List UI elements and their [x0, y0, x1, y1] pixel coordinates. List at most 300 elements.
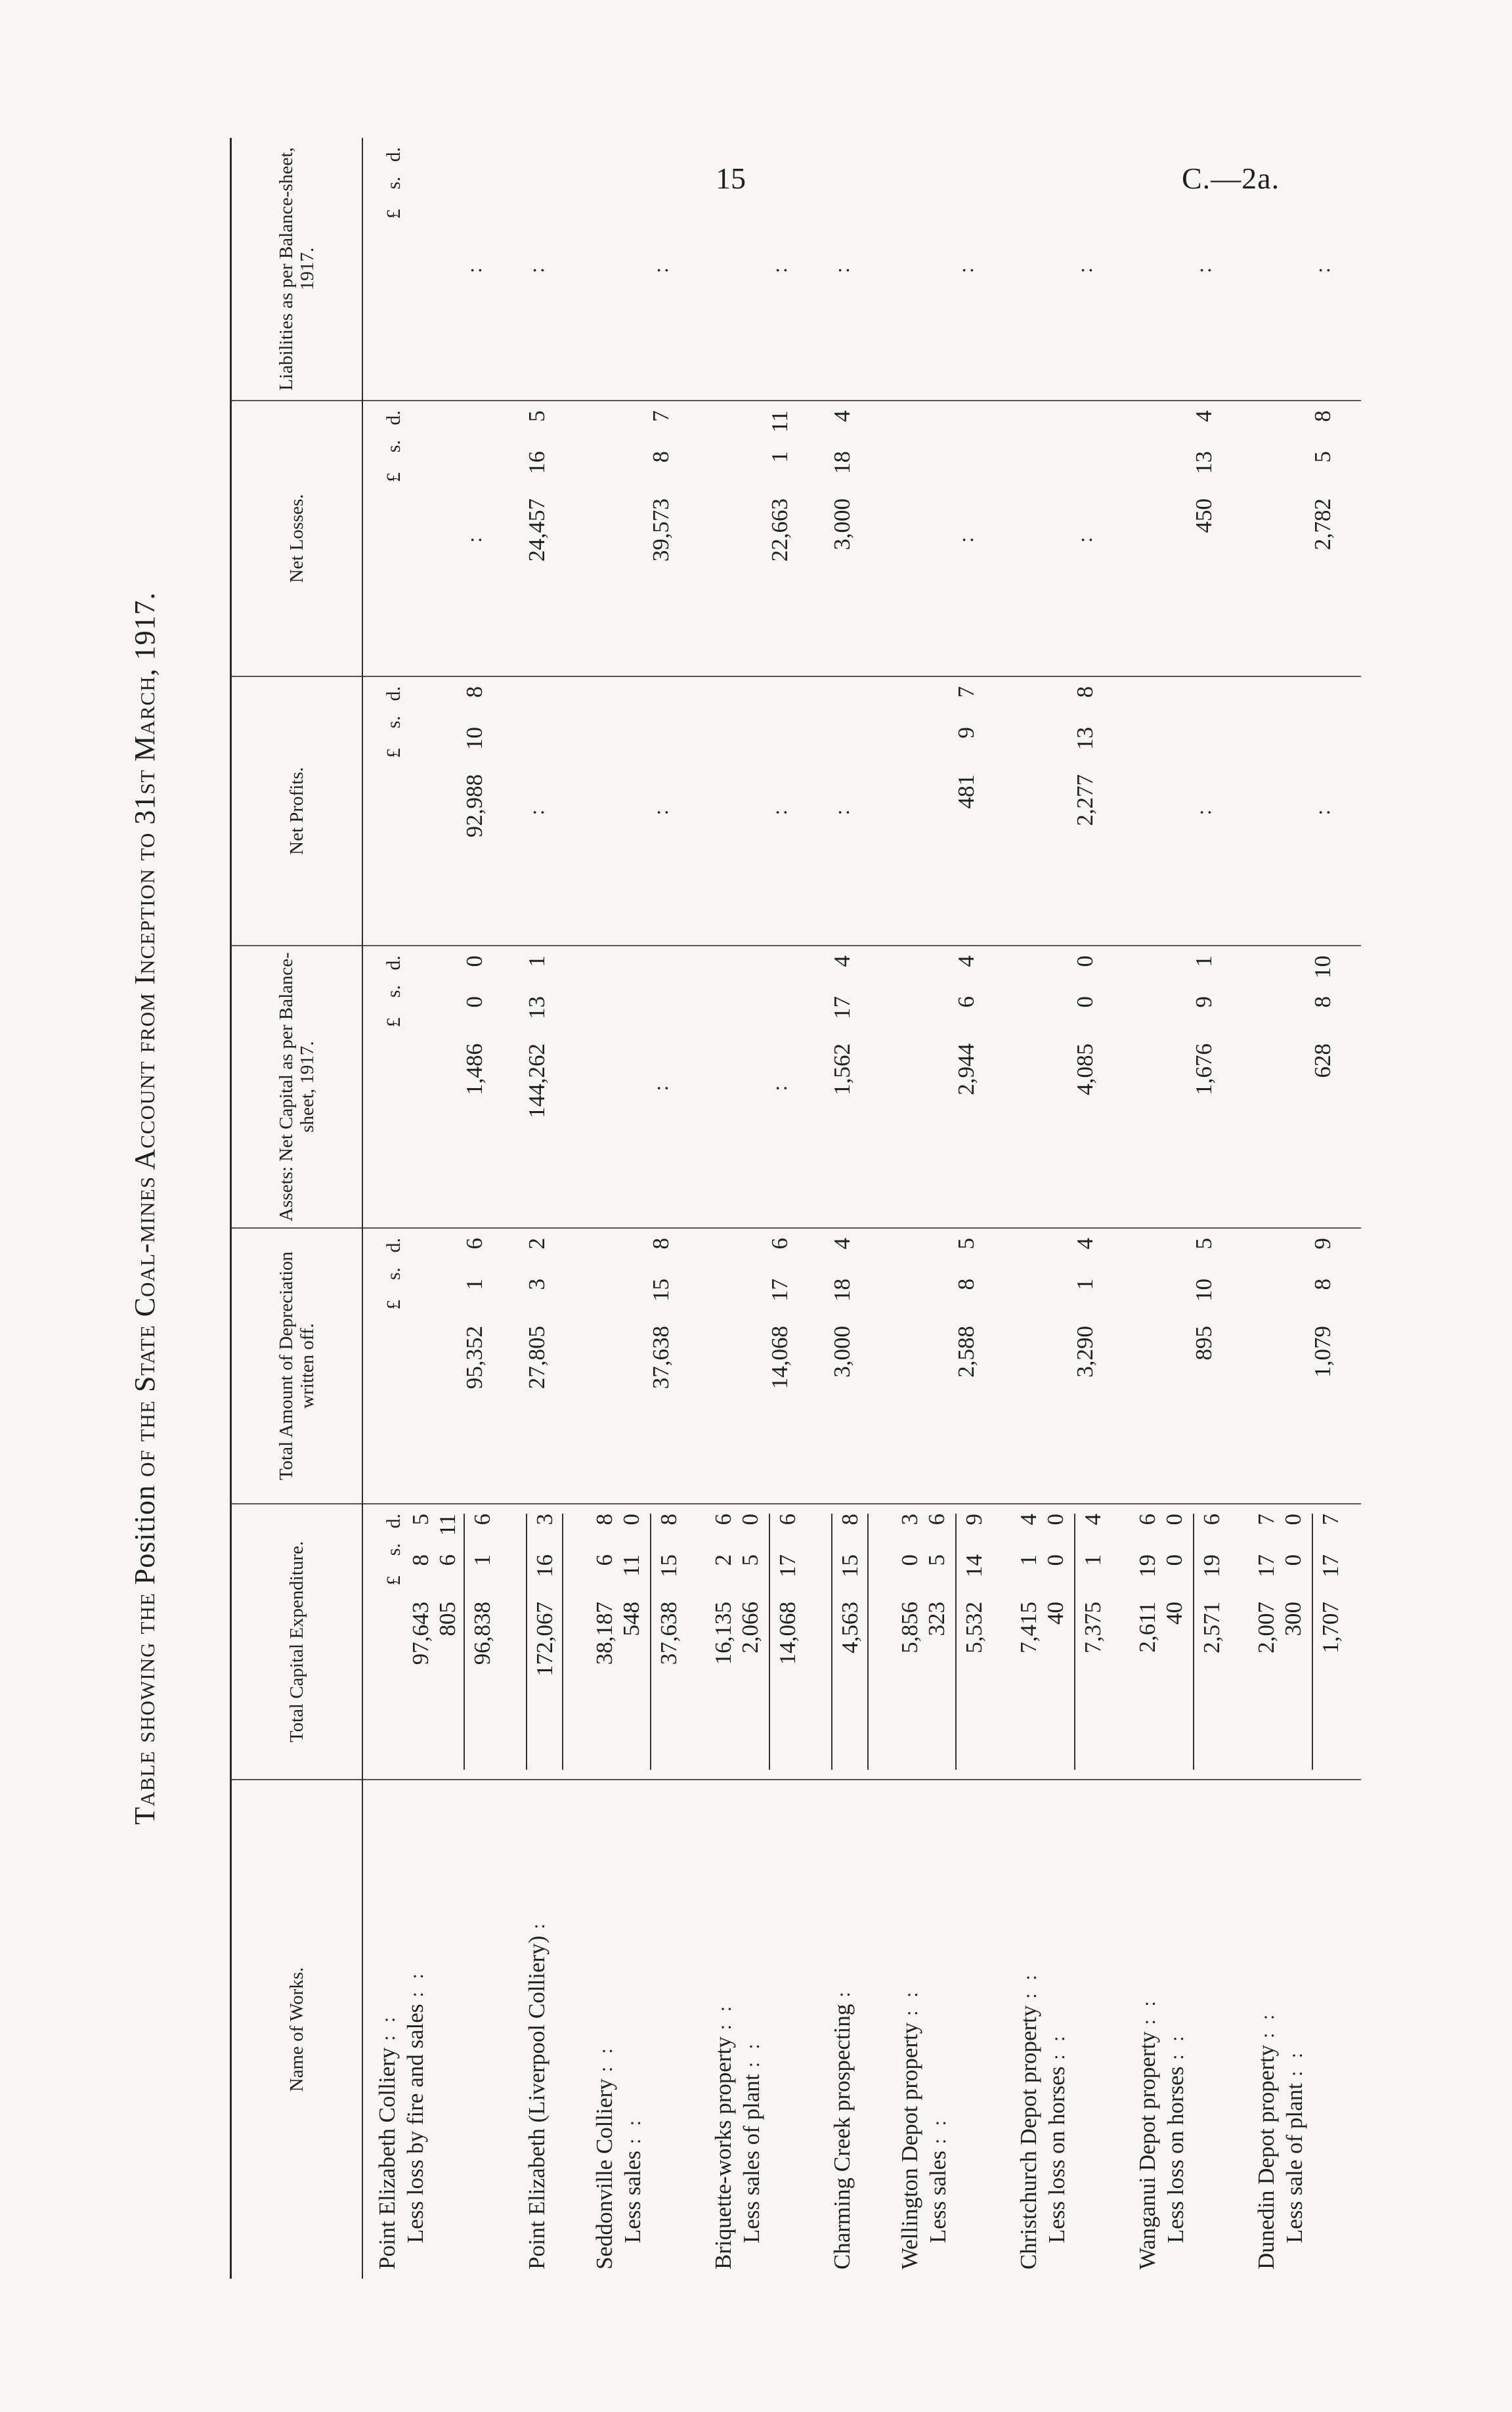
- pence: 6: [1134, 1514, 1160, 1525]
- pounds: 895: [1191, 1326, 1217, 1361]
- shillings: 17: [1253, 1554, 1279, 1577]
- amount: [829, 410, 855, 667]
- works-name: Point Elizabeth (Liverpool Colliery):: [524, 1919, 550, 2269]
- pounds: 1,079: [1310, 1326, 1335, 1378]
- pounds: 2,571: [1199, 1602, 1224, 1654]
- profit-cell: [647, 676, 699, 946]
- amount: [523, 1238, 550, 1494]
- currency-header: £ s. d.: [383, 686, 404, 758]
- liab-cell: [818, 138, 886, 401]
- nil-marker: :: [767, 806, 791, 816]
- assets-cell: [461, 946, 513, 1228]
- pence: 4: [829, 410, 855, 422]
- amount: [710, 1514, 737, 1770]
- pence: 8: [1310, 410, 1335, 422]
- pounds: 27,805: [524, 1326, 550, 1390]
- table-row-total: [766, 138, 818, 2279]
- pounds: 2,007: [1253, 1602, 1279, 1654]
- pounds: 96,838: [469, 1602, 495, 1665]
- profit-cell: [886, 676, 953, 946]
- pence: 11: [435, 1514, 460, 1536]
- pence: 8: [1072, 686, 1098, 698]
- shillings: 8: [408, 1554, 433, 1566]
- works-deduction-text: Less sales of plant: [739, 2074, 764, 2243]
- col-depreciation: Total Amount of Depreciation written off.: [231, 1228, 363, 1504]
- table-row: [513, 138, 580, 2279]
- assets-cell: [513, 946, 580, 1228]
- pounds: 1,676: [1191, 1043, 1217, 1095]
- pence: 11: [767, 410, 792, 433]
- amount: [647, 410, 674, 667]
- profit-cell: [1242, 676, 1309, 946]
- assets-cell: [1242, 946, 1309, 1228]
- profit-cell: [513, 676, 580, 946]
- pence: 4: [829, 1238, 855, 1250]
- shillings: 1: [469, 1554, 495, 1566]
- amount: [923, 1514, 950, 1770]
- col-net-losses: Net Losses.: [231, 401, 363, 676]
- liab-cell: [1242, 138, 1309, 401]
- pence: 6: [462, 1238, 487, 1250]
- dep-cell: [1071, 1228, 1123, 1504]
- shillings: 5: [1310, 451, 1335, 463]
- pence: 0: [618, 1514, 644, 1525]
- liab-cell: [580, 138, 647, 401]
- pounds: 548: [618, 1602, 644, 1636]
- pounds: 39,573: [648, 498, 674, 562]
- assets-cell: [1309, 946, 1361, 1228]
- capital-net-cell: [513, 1504, 580, 1780]
- amount: [1309, 955, 1336, 1218]
- pence: 6: [775, 1514, 800, 1525]
- pence: 8: [837, 1514, 863, 1525]
- pence: 6: [767, 1238, 792, 1250]
- amount: [461, 1238, 488, 1494]
- table-row-total: [1071, 138, 1123, 2279]
- nil-marker: :: [462, 534, 486, 543]
- loss-cell: [818, 401, 886, 676]
- amount: [1074, 1514, 1106, 1770]
- pounds: 3,000: [829, 1326, 855, 1378]
- assets-cell: [647, 946, 699, 1228]
- capital-cell: [886, 1504, 953, 1780]
- liab-cell: [647, 138, 699, 401]
- works-name: Charming Creek prospecting:: [829, 1988, 855, 2269]
- dep-cell: [818, 1228, 886, 1504]
- nil-marker: :: [830, 806, 853, 816]
- dep-cell: [362, 1228, 461, 1504]
- table-row-total: [1309, 138, 1361, 2279]
- col-total-capital: Total Capital Expenditure.: [231, 1504, 363, 1780]
- col-net-profits: Net Profits.: [231, 676, 363, 946]
- pence: 0: [1043, 1514, 1068, 1525]
- loss-cell: [647, 401, 699, 676]
- shillings: 1: [1072, 1279, 1098, 1290]
- ledger-table: [230, 138, 1361, 2279]
- capital-cell: [580, 1504, 647, 1780]
- capital-net-cell: [647, 1504, 699, 1780]
- pounds: 2,277: [1072, 774, 1098, 826]
- shillings: 0: [1161, 1554, 1187, 1566]
- amount: [953, 686, 980, 936]
- works-deduction-text: Less loss on horses: [1163, 2066, 1188, 2243]
- shillings: 5: [737, 1554, 763, 1566]
- shillings: 5: [924, 1554, 949, 1566]
- table-row: [699, 138, 766, 2279]
- pounds: 172,067: [532, 1602, 557, 1677]
- table-row: [818, 138, 886, 2279]
- profit-cell: [818, 676, 886, 946]
- amount: [1042, 1514, 1069, 1770]
- shillings: 19: [1134, 1554, 1160, 1577]
- profit-cell: [1190, 676, 1242, 946]
- amount: [953, 955, 980, 1218]
- amount: [1015, 1514, 1042, 1770]
- pounds: 805: [435, 1602, 460, 1636]
- pence: 1: [1191, 955, 1217, 967]
- pence: 8: [592, 1514, 617, 1525]
- capital-net-cell: [1309, 1504, 1361, 1780]
- table-row: [1004, 138, 1071, 2279]
- pounds: 37,638: [648, 1326, 674, 1390]
- shillings: 2: [710, 1554, 736, 1566]
- amount: [461, 955, 488, 1218]
- shillings: 10: [1191, 1279, 1217, 1302]
- amount: [829, 1238, 855, 1494]
- dep-cell: [766, 1228, 818, 1504]
- liab-cell: [766, 138, 818, 401]
- shillings: 3: [524, 1279, 550, 1290]
- pence: 5: [953, 1238, 979, 1250]
- shillings: 14: [961, 1554, 987, 1577]
- capital-net-cell: [953, 1504, 1004, 1780]
- shillings: 0: [462, 996, 487, 1008]
- liab-cell: [1123, 138, 1190, 401]
- capital-cell: [1004, 1504, 1071, 1780]
- loss-cell: [1071, 401, 1123, 676]
- currency-header: £ s. d.: [383, 410, 404, 483]
- shillings: 1: [767, 451, 792, 463]
- works-name: Seddonville Colliery: : Less sales: :: [592, 2044, 645, 2269]
- liab-cell: [1004, 138, 1071, 401]
- pence: 8: [656, 1514, 681, 1525]
- amount: [1309, 410, 1336, 667]
- page-number: 15: [716, 162, 746, 195]
- pounds: 37,638: [656, 1602, 681, 1665]
- profit-cell: [699, 676, 766, 946]
- works-name: Christchurch Depot property: : Less loss on horses: :: [1016, 1971, 1069, 2269]
- amount: [407, 1514, 434, 1770]
- amount: [766, 410, 793, 667]
- profit-cell: [1004, 676, 1071, 946]
- pounds: 3,290: [1072, 1326, 1098, 1378]
- pence: 2: [524, 1238, 550, 1250]
- shillings: 13: [1191, 451, 1217, 474]
- pounds: 2,944: [953, 1043, 979, 1095]
- liab-cell: [699, 138, 766, 401]
- shillings: 6: [953, 996, 979, 1008]
- shillings: 13: [524, 996, 550, 1019]
- pounds: 5,532: [961, 1602, 987, 1654]
- currency-header: £ s. d.: [383, 955, 404, 1028]
- pence: 3: [897, 1514, 922, 1525]
- dep-cell: [1190, 1228, 1242, 1504]
- nil-marker: :: [1310, 806, 1334, 816]
- pounds: 14,068: [775, 1602, 800, 1665]
- loss-cell: [1004, 401, 1071, 676]
- liab-cell: [1071, 138, 1123, 401]
- shillings: 1: [462, 1279, 487, 1290]
- works-name: Wanganui Depot property: : Less loss on horses: :: [1134, 1997, 1188, 2269]
- pounds: 450: [1191, 498, 1217, 533]
- assets-cell: [1123, 946, 1190, 1228]
- profit-cell: [953, 676, 1004, 946]
- pence: 6: [710, 1514, 736, 1525]
- nil-marker: :: [954, 265, 978, 273]
- shillings: 9: [953, 727, 979, 739]
- nil-marker: :: [525, 806, 548, 816]
- amount: [1280, 1514, 1307, 1770]
- currency-header: £ s. d.: [383, 147, 404, 219]
- pounds: 5,856: [897, 1602, 922, 1654]
- amount: [1161, 1514, 1188, 1770]
- pence: 4: [1072, 1238, 1098, 1250]
- liab-cell: [461, 138, 513, 401]
- works-deduction-text: Less sales: [925, 2151, 951, 2243]
- rotated-table-block: [128, 138, 1362, 2279]
- nil-marker: :: [1192, 265, 1215, 273]
- shillings: 8: [648, 451, 674, 463]
- pounds: 97,643: [408, 1602, 433, 1665]
- pence: 4: [1016, 1514, 1041, 1525]
- profit-cell: [580, 676, 647, 946]
- pence: 4: [1191, 410, 1217, 422]
- shillings: 6: [435, 1554, 460, 1566]
- pence: 5: [1191, 1238, 1217, 1250]
- loss-cell: [362, 401, 461, 676]
- shillings: 8: [1310, 1279, 1335, 1290]
- pence: 0: [1280, 1514, 1306, 1525]
- amount: [523, 410, 550, 667]
- dep-cell: [647, 1228, 699, 1504]
- capital-cell: [1123, 1504, 1190, 1780]
- loss-cell: [953, 401, 1004, 676]
- pence: 4: [953, 955, 979, 967]
- loss-cell: [513, 401, 580, 676]
- works-name-text: Seddonville Colliery: [592, 2078, 617, 2269]
- pence: 6: [1199, 1514, 1224, 1525]
- pence: 4: [1080, 1514, 1106, 1525]
- pounds: 4,563: [837, 1602, 863, 1654]
- shillings: 0: [1280, 1554, 1306, 1566]
- dep-cell: [699, 1228, 766, 1504]
- pounds: 95,352: [462, 1326, 487, 1390]
- pounds: 38,187: [592, 1602, 617, 1665]
- amount: [1071, 955, 1098, 1218]
- amount: [1190, 1238, 1217, 1494]
- liab-cell: [1190, 138, 1242, 401]
- pence: 4: [829, 955, 855, 967]
- pounds: 3,000: [829, 498, 855, 550]
- shillings: 0: [897, 1554, 922, 1566]
- capital-net-cell: [1071, 1504, 1123, 1780]
- works-name-text: Wanganui Depot property: [1134, 2031, 1160, 2269]
- col-assets: Assets: Net Capital as per Balance-sheet, 1917.: [231, 946, 363, 1228]
- pence: 5: [408, 1514, 433, 1525]
- pounds: 1,486: [462, 1043, 487, 1095]
- profit-cell: [1309, 676, 1361, 946]
- loss-cell: [580, 401, 647, 676]
- amount: [829, 955, 855, 1218]
- amount: [769, 1514, 801, 1770]
- table-row-total: [1190, 138, 1242, 2279]
- nil-marker: :: [649, 806, 672, 816]
- amount: [1309, 1238, 1336, 1494]
- amount: [1071, 1238, 1098, 1494]
- works-name: Point Elizabeth Colliery: : Less loss by fire and sales: :: [374, 1969, 428, 2269]
- nil-marker: :: [767, 1082, 791, 1091]
- shillings: 8: [953, 1279, 979, 1290]
- works-deduction-text: Less sales: [620, 2151, 645, 2243]
- amount: [953, 1238, 980, 1494]
- pence: 7: [648, 410, 674, 422]
- shillings: 1: [1080, 1554, 1106, 1566]
- dep-cell: [1242, 1228, 1309, 1504]
- pounds: 2,066: [737, 1602, 763, 1654]
- loss-cell: [1190, 401, 1242, 676]
- capital-net-cell: [461, 1504, 513, 1780]
- loss-cell: [766, 401, 818, 676]
- pounds: 323: [924, 1602, 949, 1636]
- pounds: 40: [1043, 1602, 1068, 1625]
- shillings: 1: [1016, 1554, 1041, 1566]
- nil-marker: :: [462, 265, 486, 273]
- shillings: 17: [767, 1279, 792, 1302]
- amount: [464, 1514, 496, 1770]
- pounds: 1,707: [1318, 1602, 1343, 1654]
- capital-cell: [362, 1504, 461, 1780]
- works-name-text: Christchurch Depot property: [1016, 2005, 1041, 2269]
- table-row: [1242, 138, 1309, 2279]
- nil-marker: :: [767, 265, 791, 273]
- amount: [434, 1514, 461, 1770]
- shillings: 15: [837, 1554, 863, 1577]
- currency-header: £ s. d.: [383, 1514, 404, 1586]
- pounds: 7,375: [1080, 1602, 1106, 1654]
- pounds: 16,135: [710, 1602, 736, 1665]
- pence: 5: [524, 410, 550, 422]
- document-code: C.—2a.: [1182, 162, 1280, 195]
- works-name-text: Point Elizabeth Colliery: [374, 2047, 400, 2269]
- amount: [526, 1514, 563, 1770]
- works-name-text: Dunedin Depot property: [1253, 2044, 1279, 2269]
- works-deduction-text: Less sale of plant: [1282, 2083, 1307, 2243]
- capital-cell: [1242, 1504, 1309, 1780]
- shillings: 9: [1191, 996, 1217, 1008]
- shillings: 6: [592, 1554, 617, 1566]
- pounds: 300: [1280, 1602, 1306, 1636]
- pence: 0: [1161, 1514, 1187, 1525]
- profit-cell: [461, 676, 513, 946]
- liab-cell: [886, 138, 953, 401]
- pence: 7: [1318, 1514, 1343, 1525]
- profit-cell: [362, 676, 461, 946]
- table-row: [1123, 138, 1190, 2279]
- amount: [1190, 955, 1217, 1218]
- shillings: 11: [618, 1554, 644, 1577]
- pence: 7: [953, 686, 979, 698]
- assets-cell: [953, 946, 1004, 1228]
- nil-marker: :: [1073, 265, 1096, 273]
- shillings: 15: [656, 1554, 681, 1577]
- shillings: 0: [1072, 996, 1098, 1008]
- nil-marker: :: [954, 534, 978, 543]
- amount: [1312, 1514, 1344, 1770]
- liab-cell: [362, 138, 461, 401]
- amount: [523, 955, 550, 1218]
- pence: 8: [648, 1238, 674, 1250]
- pence: 9: [1310, 1238, 1335, 1250]
- loss-cell: [1123, 401, 1190, 676]
- shillings: 10: [462, 727, 487, 750]
- assets-cell: [1190, 946, 1242, 1228]
- table-row: [580, 138, 647, 2279]
- works-name-text: Charming Creek prospecting: [829, 2004, 855, 2269]
- pounds: 2,611: [1134, 1602, 1160, 1653]
- pence: 6: [469, 1514, 495, 1525]
- assets-cell: [580, 946, 647, 1228]
- table-row: [362, 138, 461, 2279]
- pence: 0: [462, 955, 487, 967]
- nil-marker: :: [649, 265, 672, 273]
- loss-cell: [699, 401, 766, 676]
- amount: [896, 1514, 923, 1770]
- works-name: Briquette-works property: : Less sales of plant: :: [710, 2002, 764, 2269]
- header-row: [231, 138, 363, 2279]
- col-liabilities: Liabilities as per Balance-sheet, 1917.: [231, 138, 363, 401]
- shillings: 19: [1199, 1554, 1224, 1577]
- amount: [1193, 1514, 1225, 1770]
- loss-cell: [1309, 401, 1361, 676]
- assets-cell: [818, 946, 886, 1228]
- amount: [955, 1514, 987, 1770]
- pounds: 2,588: [953, 1326, 979, 1378]
- nil-marker: :: [830, 265, 853, 273]
- pounds: 481: [953, 774, 979, 809]
- capital-net-cell: [818, 1504, 886, 1780]
- shillings: 15: [648, 1279, 674, 1302]
- amount: [737, 1514, 764, 1770]
- works-deduction-text: Less loss by fire and sales: [402, 2004, 428, 2243]
- assets-cell: [699, 946, 766, 1228]
- dep-cell: [1309, 1228, 1361, 1504]
- pounds: 22,663: [767, 498, 792, 562]
- amount: [618, 1514, 645, 1770]
- pence: 10: [1310, 955, 1335, 978]
- pence: 7: [1253, 1514, 1279, 1525]
- pounds: 92,988: [462, 774, 487, 838]
- amount: [766, 1238, 793, 1494]
- table-row: [886, 138, 953, 2279]
- profit-cell: [1071, 676, 1123, 946]
- table-row-total: [461, 138, 513, 2279]
- assets-cell: [1071, 946, 1123, 1228]
- shillings: 17: [775, 1554, 800, 1577]
- works-deduction-text: Less loss on horses: [1044, 2066, 1069, 2243]
- assets-cell: [886, 946, 953, 1228]
- table-row-total: [953, 138, 1004, 2279]
- liab-cell: [1309, 138, 1361, 401]
